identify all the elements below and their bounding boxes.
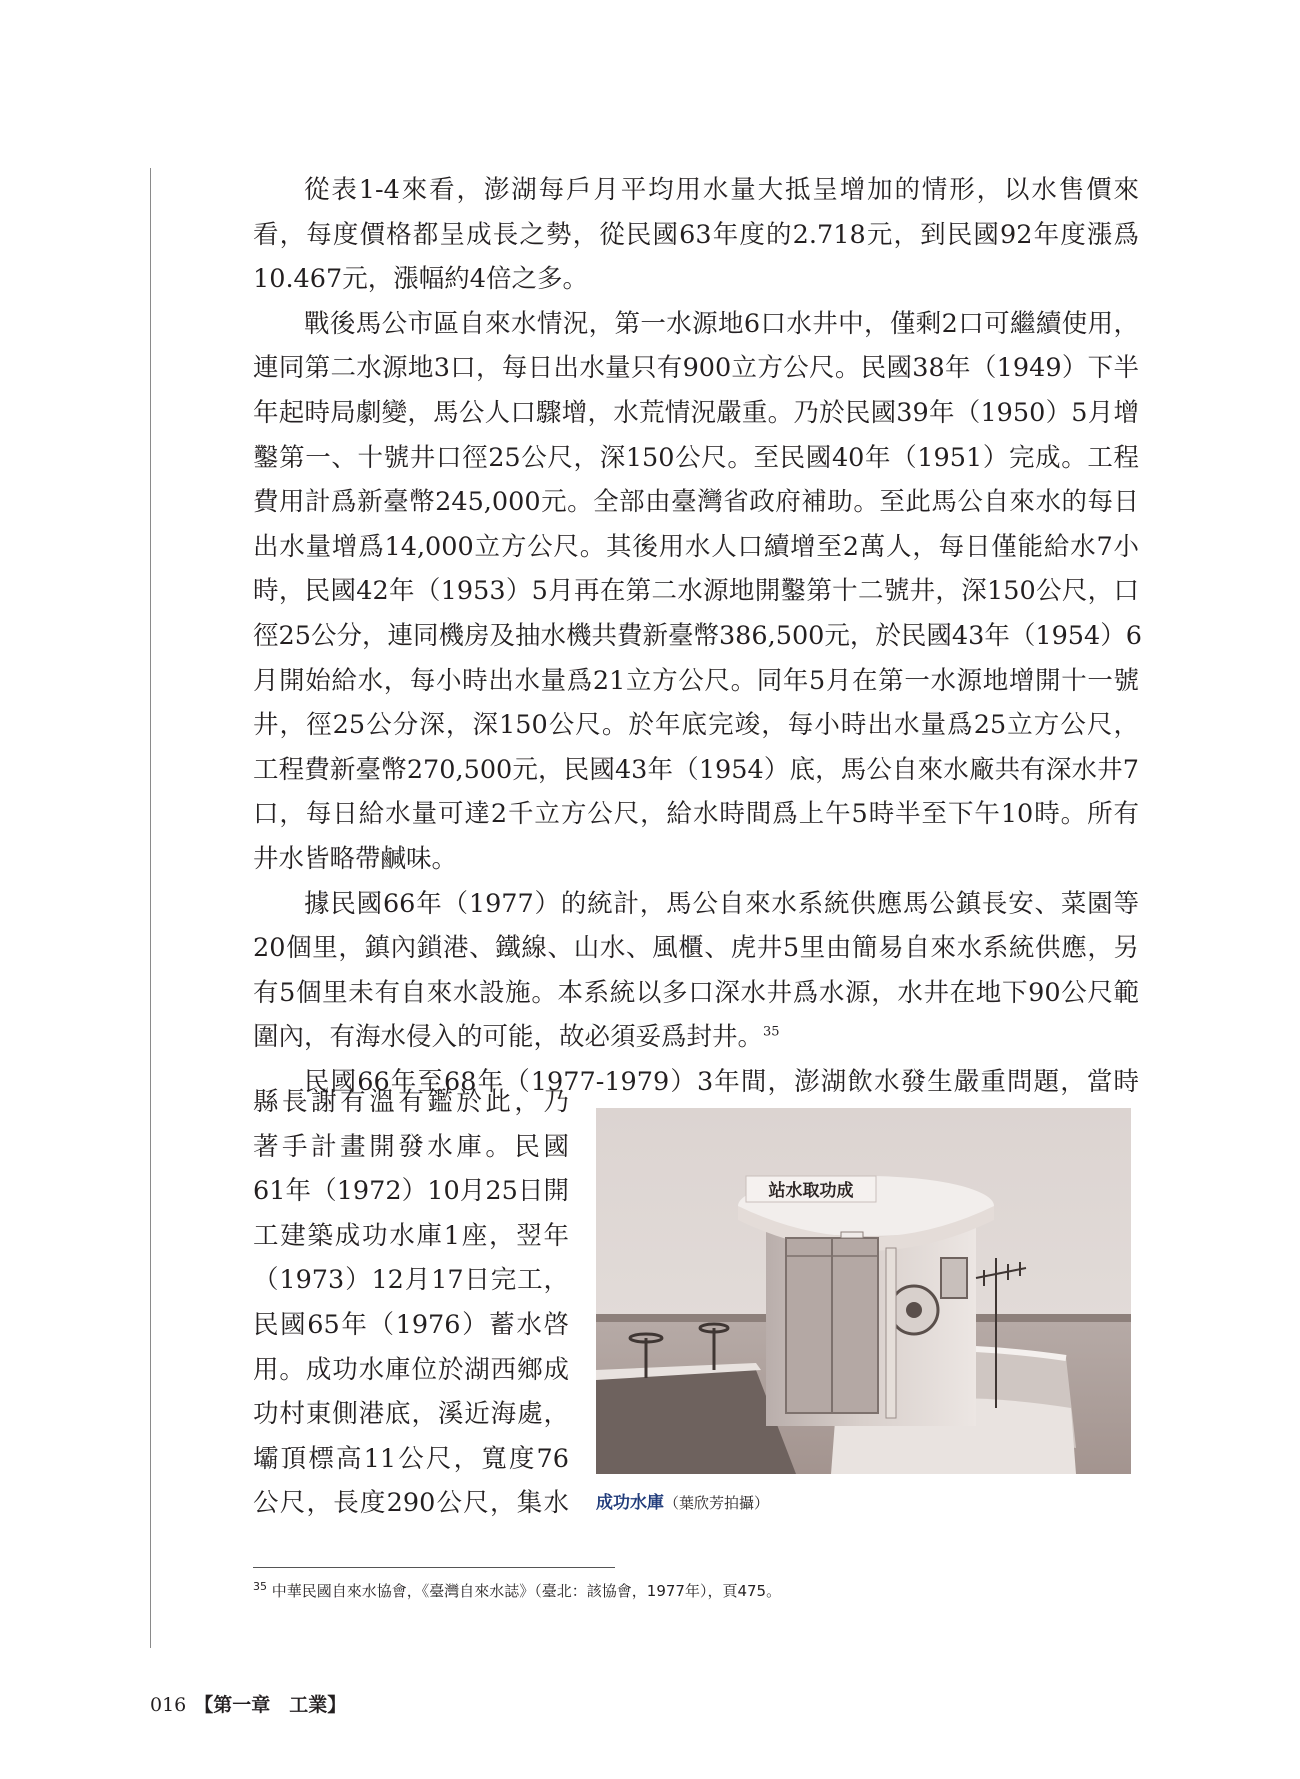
reservoir-photo	[596, 1108, 1131, 1474]
footnote	[253, 1580, 781, 1601]
side-text-line: 壩頂標高11公尺，寬度76	[253, 1443, 569, 1474]
chapter-title: 【第一章 工業】	[194, 1694, 347, 1716]
text-line: 井，徑25公分深，深150公尺。於年底完竣，每小時出水量爲25立方公尺，	[253, 710, 1139, 741]
text-line: 年起時局劇變，馬公人口驟增，水荒情況嚴重。乃於民國39年（1950）5月增	[253, 397, 1139, 428]
side-text-line: 工建築成功水庫1座，翌年	[253, 1220, 569, 1251]
text-line: 出水量增爲14,000立方公尺。其後用水人口續增至2萬人，每日僅能給水7小	[253, 531, 1139, 562]
text-line: 工程費新臺幣270,500元，民國43年（1954）底，馬公自來水廠共有深水井7	[253, 754, 1139, 785]
footnote-divider	[253, 1567, 615, 1568]
side-text	[253, 1080, 569, 1526]
page-footer	[150, 1690, 346, 1717]
text-line: 有5個里未有自來水設施。本系統以多口深水井爲水源，水井在地下90公尺範	[253, 977, 1139, 1008]
margin-rule	[150, 168, 151, 1648]
side-text-line: （1973）12月17日完工，	[253, 1265, 569, 1296]
text-line: 20個里，鎮內鎖港、鐵線、山水、風櫃、虎井5里由簡易自來水系統供應，另	[253, 933, 1139, 964]
text-line: 民國66年至68年（1977-1979）3年間，澎湖飲水發生嚴重問題，當時	[304, 1066, 1139, 1097]
text-line	[253, 1015, 1139, 1060]
text-line: 月開始給水，每小時出水量爲21立方公尺。同年5月在第一水源地增開十一號	[253, 665, 1139, 696]
text-line: 連同第二水源地3口，每日出水量只有900立方公尺。民國38年（1949）下半	[253, 353, 1139, 384]
text-line: 時，民國42年（1953）5月再在第二水源地開鑿第十二號井，深150公尺，口	[253, 576, 1139, 607]
text-line: 費用計爲新臺幣245,000元。全部由臺灣省政府補助。至此馬公自來水的每日	[253, 487, 1139, 518]
text-line: 口，每日給水量可達2千立方公尺，給水時間爲上午5時半至下午10時。所有	[253, 799, 1139, 830]
side-text-line: 民國65年（1976）蓄水啓	[253, 1309, 569, 1340]
text-line: 10.467元，漲幅約4倍之多。	[253, 264, 588, 295]
text-line: 戰後馬公市區自來水情況，第一水源地6口水井中，僅剩2口可繼續使用，	[304, 308, 1139, 339]
main-text	[253, 168, 1142, 1104]
side-text-line: 61年（1972）10月25日開	[253, 1176, 569, 1207]
caption-title: 成功水庫	[596, 1493, 664, 1513]
photo-illustration	[596, 1108, 1131, 1474]
side-text-line: 功村東側港底，溪近海處，	[253, 1399, 569, 1430]
text-line: 徑25公分，連同機房及抽水機共費新臺幣386,500元，於民國43年（1954）6	[253, 620, 1142, 651]
footnote-reference[interactable]: 35	[763, 1024, 780, 1040]
side-text-line: 縣長謝有溫有鑑於此，乃	[253, 1087, 569, 1117]
side-text-line: 用。成功水庫位於湖西鄉成	[253, 1354, 569, 1385]
text-line: 從表1-4來看，澎湖每戶月平均用水量大抵呈增加的情形，以水售價來	[304, 175, 1139, 205]
footnote-number: 35	[253, 1580, 267, 1593]
photo-caption	[596, 1488, 769, 1513]
text-line: 井水皆略帶鹹味。	[253, 843, 458, 874]
side-text-line: 公尺，長度290公尺，集水	[253, 1488, 569, 1519]
page-number: 016	[150, 1694, 187, 1716]
text-line: 據民國66年（1977）的統計，馬公自來水系統供應馬公鎮長安、菜園等	[304, 888, 1139, 919]
tower-sign-text: 站水取功成	[768, 1181, 854, 1201]
side-text-line: 著手計畫開發水庫。民國	[253, 1131, 569, 1162]
text-line: 鑿第一、十號井口徑25公尺，深150公尺。至民國40年（1951）完成。工程	[253, 442, 1139, 473]
footnote-text: 中華民國自來水協會，《臺灣自來水誌》（臺北：該協會，1977年），頁475。	[271, 1582, 782, 1600]
text-line-content: 圍內，有海水侵入的可能，故必須妥爲封井。	[253, 1022, 764, 1053]
text-line: 看，每度價格都呈成長之勢，從民國63年度的2.718元，到民國92年度漲爲	[253, 219, 1139, 250]
caption-credit: （葉欣芳拍攝）	[664, 1494, 770, 1512]
